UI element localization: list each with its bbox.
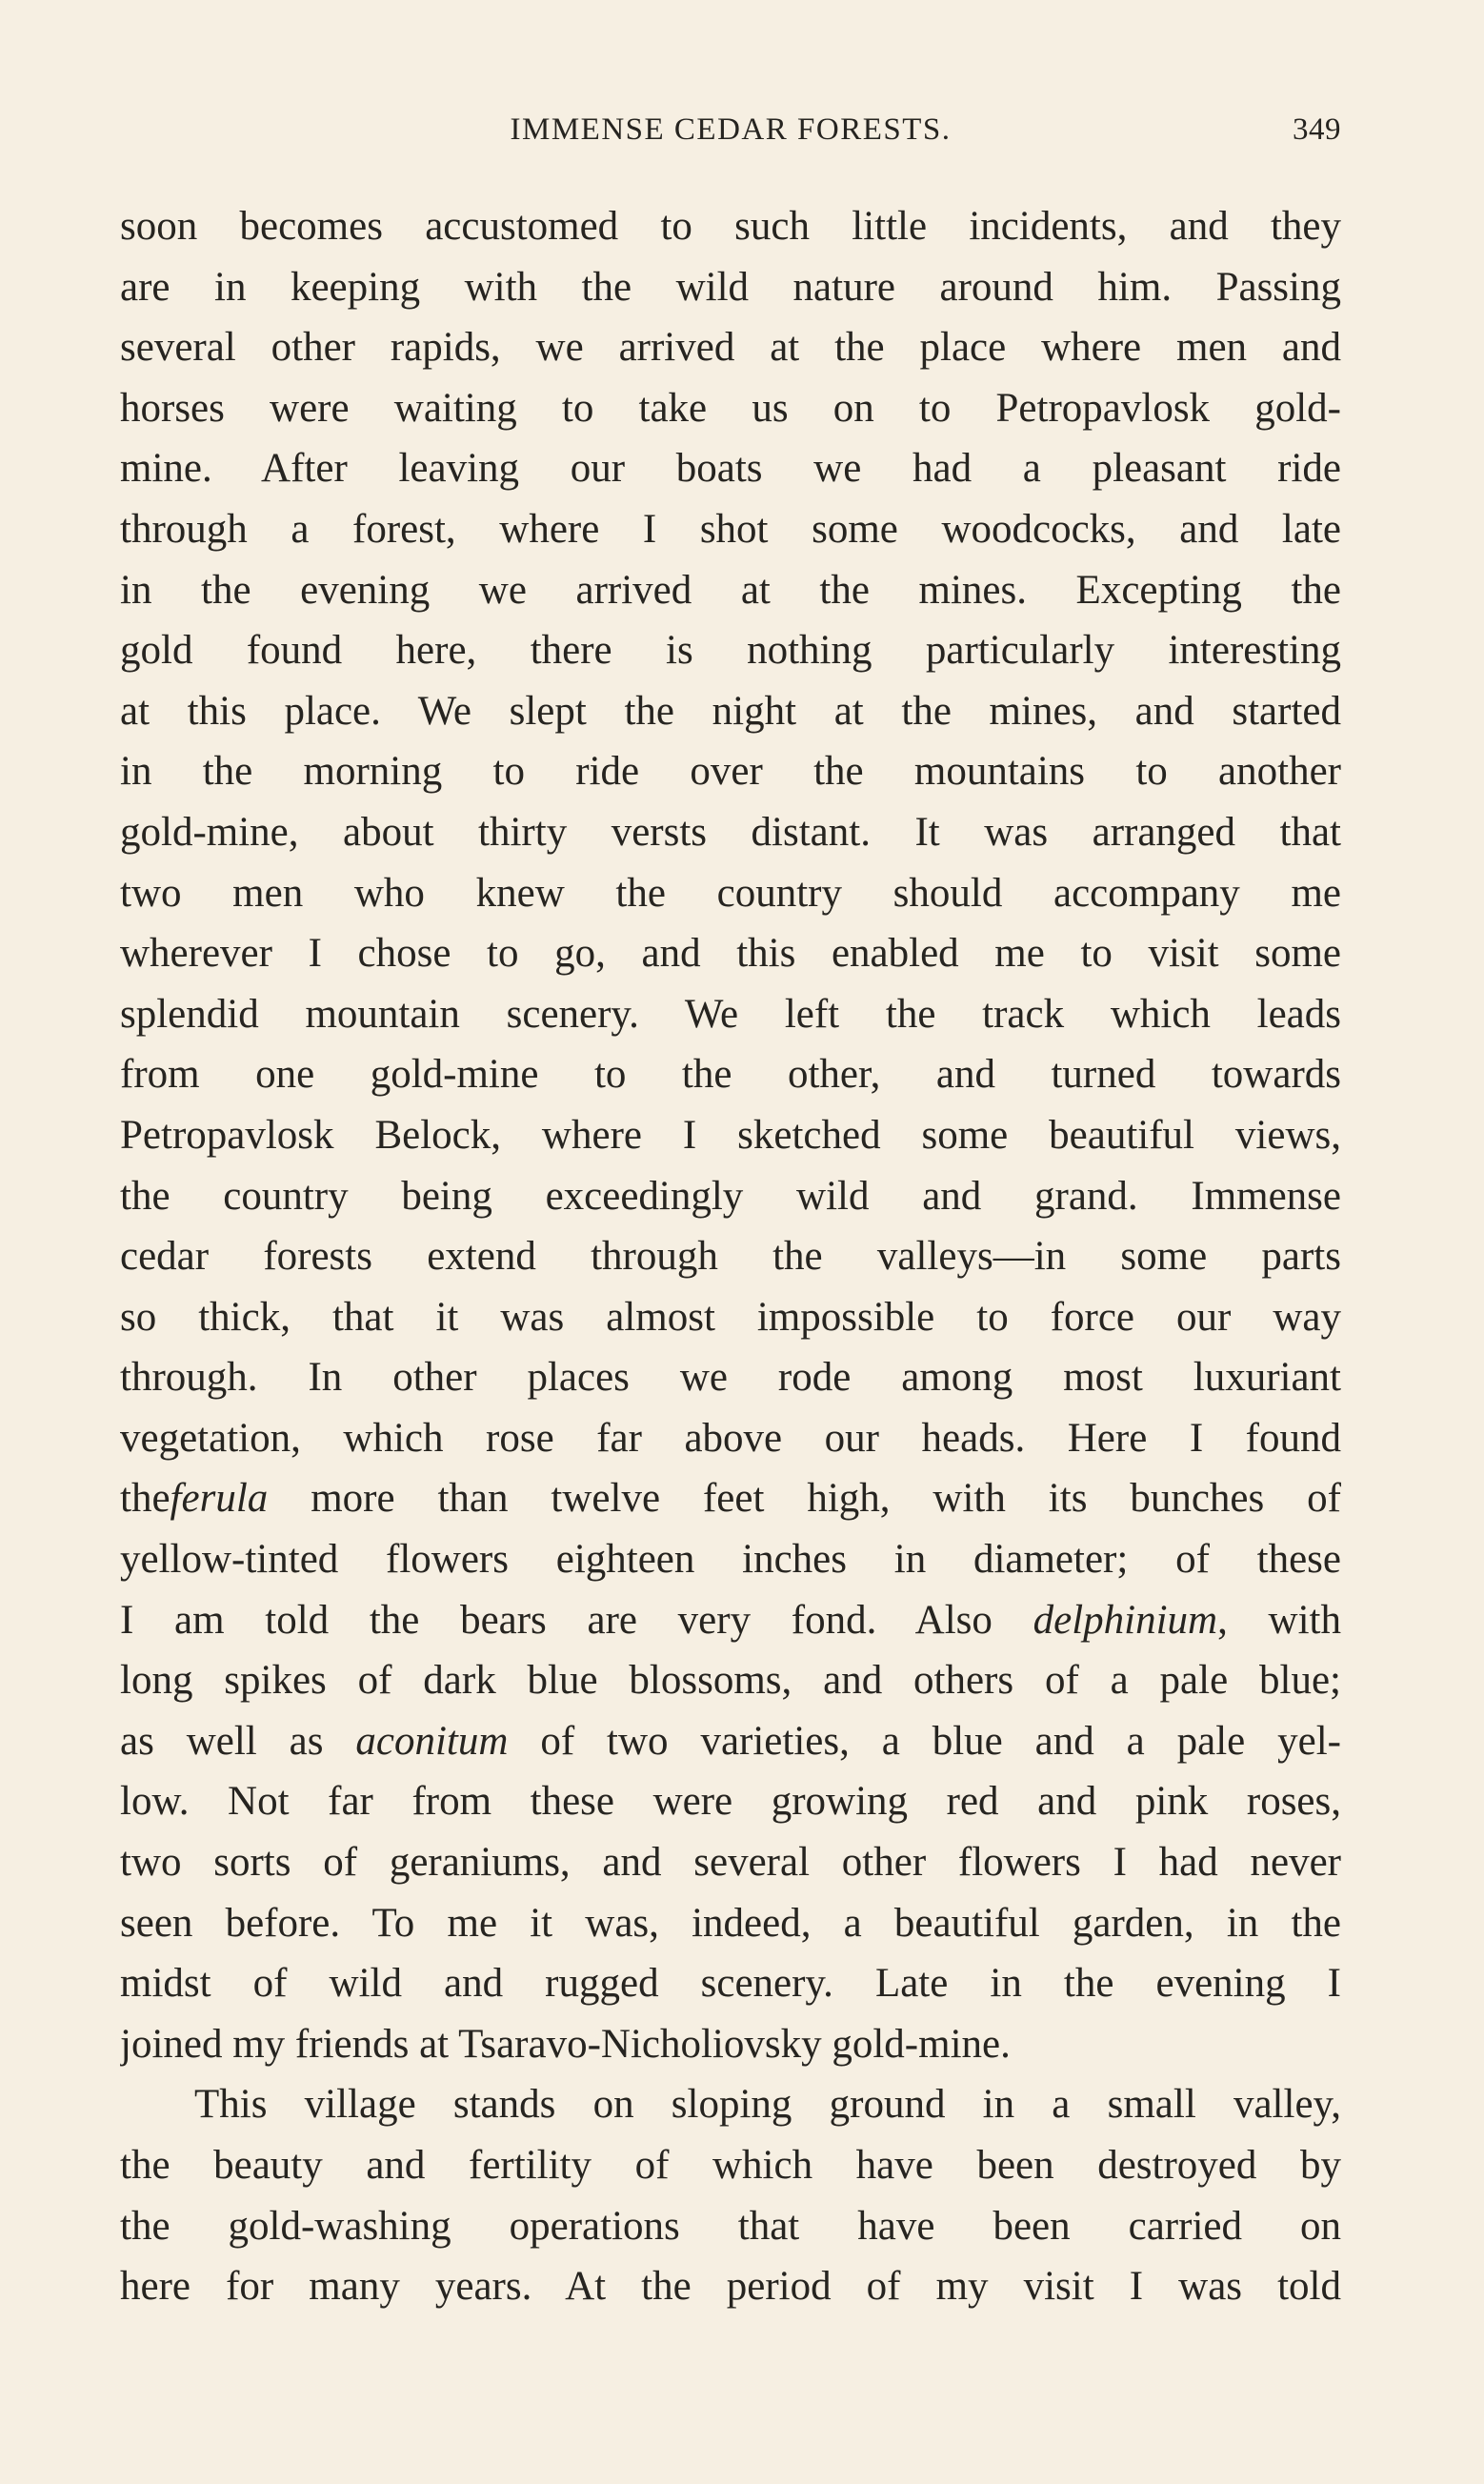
text-line: yellow-tinted flowers eighteen inches in diameter; of these (120, 1537, 1341, 1583)
text-line: the country being exceedingly wild and grand. Immense (120, 1173, 1341, 1219)
text-line: soon becomes accustomed to such little incidents, and they (120, 204, 1341, 249)
text-line: the beauty and fertility of which have been destroyed by (120, 2143, 1341, 2188)
text-line: midst of wild and rugged scenery. Late in the evening I (120, 1961, 1341, 2007)
text-line: splendid mountain scenery. We left the track which leads (120, 991, 1341, 1037)
page-number: 349 (1293, 112, 1341, 147)
text-line: in the morning to ride over the mountains to another (120, 749, 1341, 795)
running-head (120, 112, 1341, 160)
italic-term-ferula: ferula (170, 1476, 269, 1522)
text-line: seen before. To me it was, indeed, a beautiful garden, in the (120, 1900, 1341, 1946)
text-line-with-italic (120, 1468, 1341, 1529)
text-line: two sorts of geraniums, and several other flowers I had never (120, 1840, 1341, 1886)
text-line: several other rapids, we arrived at the place where men and (120, 325, 1341, 371)
text-line: gold-mine, about thirty versts distant. It was arranged that (120, 809, 1341, 855)
text-fragment: of two varieties, a blue and a pale yel- (508, 1718, 1341, 1764)
paragraph-start-line: This village stands on sloping ground in a small valley, (194, 2082, 1341, 2128)
text-line: at this place. We slept the night at the mines, and started (120, 688, 1341, 734)
text-fragment: more than twelve feet high, with its bunches of (268, 1476, 1341, 1522)
text-line: mine. After leaving our boats we had a pleasant ride (120, 446, 1341, 492)
text-line: two men who knew the country should accompany me (120, 870, 1341, 916)
text-line: vegetation, which rose far above our heads. Here I found (120, 1415, 1341, 1461)
text-line: horses were waiting to take us on to Petropavlosk gold- (120, 385, 1341, 431)
text-fragment: as well as (120, 1718, 356, 1764)
paragraph-end-line: joined my friends at Tsaravo-Nicholiovsky gold-mine. (120, 2021, 1011, 2067)
text-line: so thick, that it was almost impossible to force our way (120, 1294, 1341, 1340)
text-line: cedar forests extend through the valleys—in some parts (120, 1234, 1341, 1280)
text-line: are in keeping with the wild nature around him. Passing (120, 264, 1341, 310)
running-title: IMMENSE CEDAR FORESTS. (510, 112, 952, 147)
text-fragment: I am told the bears are very fond. Also (120, 1597, 1033, 1643)
text-line-with-italic (120, 1711, 1341, 1772)
text-fragment: , with (1217, 1597, 1341, 1643)
text-line: low. Not far from these were growing red and pink roses, (120, 1779, 1341, 1825)
italic-term-aconitum: aconitum (355, 1718, 509, 1764)
text-line: wherever I chose to go, and this enabled me to visit some (120, 931, 1341, 977)
text-line: Petropavlosk Belock, where I sketched some beautiful views, (120, 1112, 1341, 1158)
text-line: through a forest, where I shot some woodcocks, and late (120, 506, 1341, 552)
body-text (120, 196, 1341, 2317)
text-fragment: the (120, 1476, 170, 1522)
text-line: here for many years. At the period of my visit I was told (120, 2264, 1341, 2310)
text-line-with-italic (120, 1590, 1341, 1651)
text-line: from one gold-mine to the other, and turned towards (120, 1052, 1341, 1098)
text-line: long spikes of dark blue blossoms, and others of a pale blue; (120, 1658, 1341, 1704)
italic-term-delphinium: delphinium (1033, 1597, 1218, 1643)
text-line: the gold-washing operations that have been carried on (120, 2203, 1341, 2249)
text-line: in the evening we arrived at the mines. Excepting the (120, 567, 1341, 613)
text-line: through. In other places we rode among most luxuriant (120, 1355, 1341, 1401)
text-line: gold found here, there is nothing particularly interesting (120, 628, 1341, 674)
